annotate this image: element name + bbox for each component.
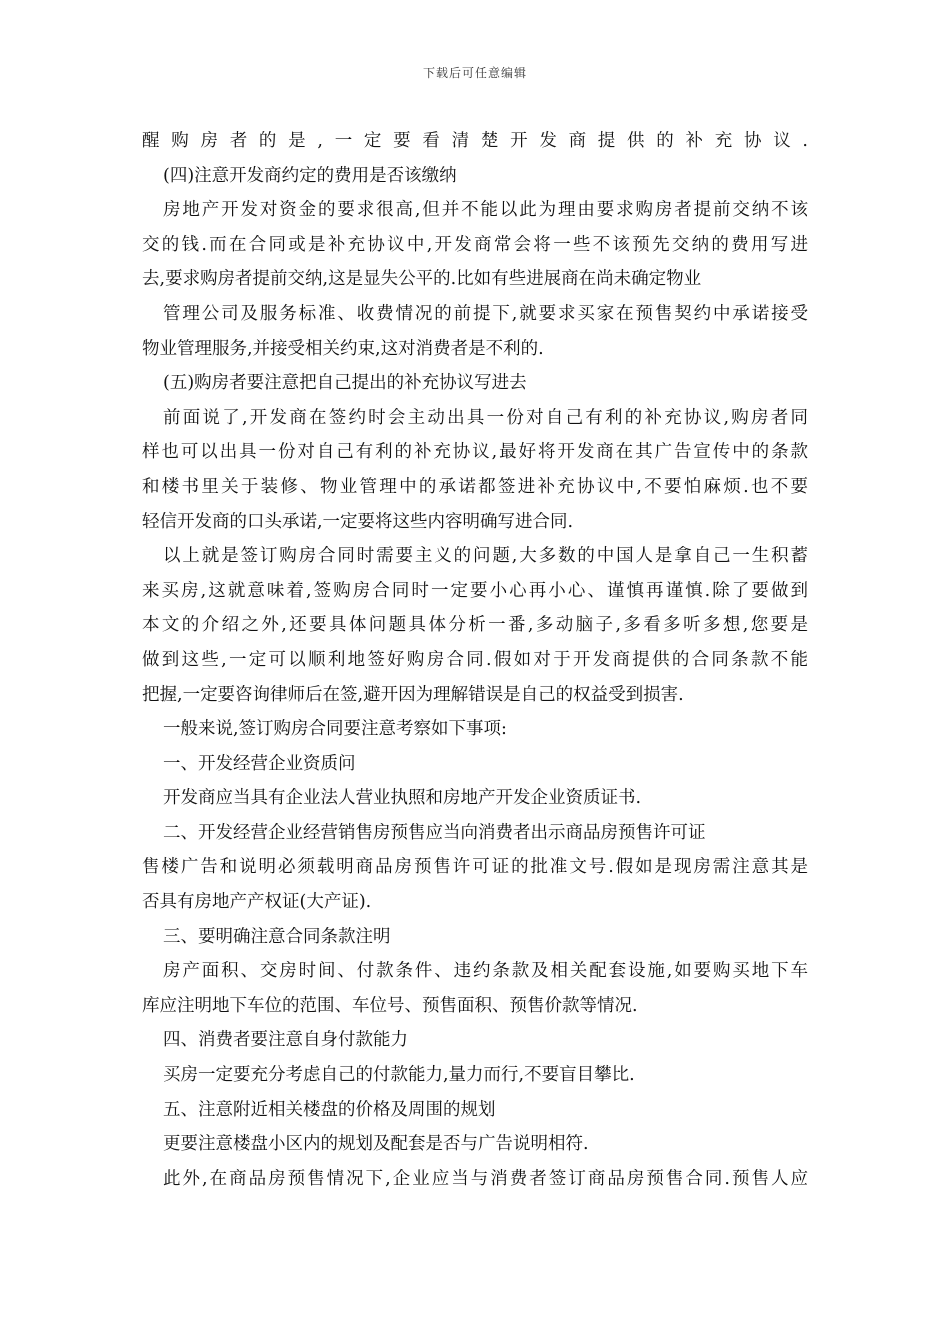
paragraph-line: 房地产开发对资金的要求很高,但并不能以此为理由要求购房者提前交纳不该 [163,200,808,221]
section-heading: 二、开发经营企业经营销售房预售应当向消费者出示商品房预售许可证 [163,822,706,843]
paragraph-line: 此外,在商品房预售情况下,企业应当与消费者签订商品房预售合同.预售人应 [163,1168,808,1189]
paragraph-line: 管理公司及服务标准、收费情况的前提下,就要求买家在预售契约中承诺接受 [163,303,808,324]
section-heading: (四)注意开发商约定的费用是否该缴纳 [163,165,457,186]
paragraph-line: 本文的介绍之外,还要具体问题具体分析一番,多动脑子,多看多听多想,您要是 [142,615,808,636]
paragraph-line: 更要注意楼盘小区内的规划及配套是否与广告说明相符. [163,1134,589,1155]
paragraph-line: 房产面积、交房时间、付款条件、违约条款及相关配套设施,如要购买地下车 [163,961,808,982]
paragraph-line: 轻信开发商的口头承诺,一定要将这些内容明确写进合同. [142,511,574,532]
paragraph-line: 和楼书里关于装修、物业管理中的承诺都签进补充协议中,不要怕麻烦.也不要 [142,476,808,497]
paragraph-line: 来买房,这就意味着,签购房合同时一定要小心再小心、谨慎再谨慎.除了要做到 [142,580,808,601]
paragraph-line: 把握,一定要咨询律师后在签,避开因为理解错误是自己的权益受到损害. [142,684,684,705]
paragraph-line: 以上就是签订购房合同时需要主义的问题,大多数的中国人是拿自己一生积蓄 [163,546,808,567]
paragraph-line: 买房一定要充分考虑自己的付款能力,量力而行,不要盲目攀比. [163,1065,635,1086]
paragraph-line: 前面说了,开发商在签约时会主动出具一份对自己有利的补充协议,购房者同 [163,407,808,428]
paragraph-line: 物业管理服务,并接受相关约束,这对消费者是不利的. [142,338,544,359]
paragraph-line: 库应注明地下车位的范围、车位号、预售面积、预售价款等情况. [142,995,638,1016]
paragraph-line: 样也可以出具一份对自己有利的补充协议,最好将开发商在其广告宣传中的条款 [142,442,808,463]
paragraph-line: 醒购房者的是,一定要看清楚开发商提供的补充协议. [142,131,808,151]
section-heading: 三、要明确注意合同条款注明 [163,926,391,947]
paragraph-line: 去,要求购房者提前交纳,这是显失公平的.比如有些进展商在尚未确定物业 [142,269,702,290]
paragraph-line: 交的钱.而在合同或是补充协议中,开发商常会将一些不该预先交纳的费用写进 [142,234,808,255]
paragraph-line: 开发商应当具有企业法人营业执照和房地产开发企业资质证书. [163,788,642,809]
paragraph-line: 否具有房地产产权证(大产证). [142,892,372,913]
section-heading: 五、注意附近相关楼盘的价格及周围的规划 [163,1099,496,1120]
page-header: 下载后可任意编辑 [422,66,527,80]
paragraph-line: 售楼广告和说明必须载明商品房预售许可证的批准文号.假如是现房需注意其是 [142,857,808,878]
document-body [142,124,808,1196]
paragraph-line: 一般来说,签订购房合同要注意考察如下事项: [163,719,507,740]
section-heading: 四、消费者要注意自身付款能力 [163,1030,408,1051]
paragraph-line: 做到这些,一定可以顺利地签好购房合同.假如对于开发商提供的合同条款不能 [142,649,808,670]
section-heading: (五)购房者要注意把自己提出的补充协议写进去 [163,373,527,394]
section-heading: 一、开发经营企业资质问 [163,753,356,774]
